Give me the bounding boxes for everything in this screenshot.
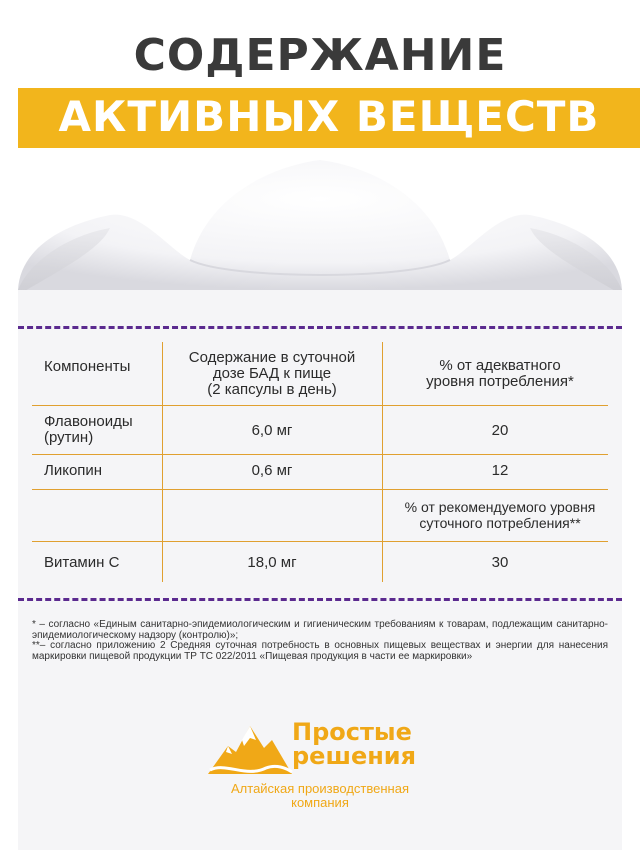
table-row-name: Ликопин <box>44 462 103 479</box>
footnote-1: * – согласно «Единым санитарно-эпидемиологическим и гигиеническим требованиям к товарам, подлежащим санитарно-эпидемиологическому надзору (контролю)»; <box>32 619 608 641</box>
table-hline-3 <box>32 489 608 490</box>
table-hline-4 <box>32 541 608 542</box>
dashed-divider-bottom <box>18 598 622 601</box>
table-row-name: Флавоноиды (рутин) <box>44 413 133 446</box>
table-hline-2 <box>32 454 608 455</box>
logo-brand-line2: решения <box>292 742 417 770</box>
table-hline-1 <box>32 405 608 406</box>
dashed-divider-top <box>18 326 622 329</box>
table-header-percent: % от адекватного уровня потребления* <box>426 357 574 390</box>
table-row-amount: 0,6 мг <box>251 462 293 479</box>
table-row-percent: 20 <box>491 422 509 439</box>
mountain-logo-icon <box>206 718 294 780</box>
footnotes <box>32 620 608 662</box>
page-title-line2: АКТИВНЫХ ВЕЩЕСТВ <box>58 92 600 141</box>
table-row-amount: 18,0 мг <box>247 554 297 571</box>
table-row-percent: 30 <box>491 554 509 571</box>
footnote-2: **– согласно приложению 2 Средняя суточная потребность в основных пищевых веществах и энергии для нанесения маркировки пищевой продукции ТР ТС 022/2011 «Пищевая продукция в части ее маркировки» <box>32 640 608 662</box>
table-header-content: Содержание в суточной дозе БАД к пище (2 капсулы в день) <box>188 349 356 398</box>
table-row-name: Витамин С <box>44 554 120 571</box>
logo-brand-line1: Простые <box>292 718 412 746</box>
table-subheader-percent: % от рекомендуемого уровня суточного потребления** <box>404 499 596 531</box>
table-row-amount: 6,0 мг <box>251 422 293 439</box>
logo-subtitle: Алтайская производственная компания <box>231 781 409 810</box>
page-title-line1: СОДЕРЖАНИЕ <box>133 30 507 81</box>
table-header-component: Компоненты <box>44 358 131 375</box>
table-row-percent: 12 <box>491 462 509 479</box>
